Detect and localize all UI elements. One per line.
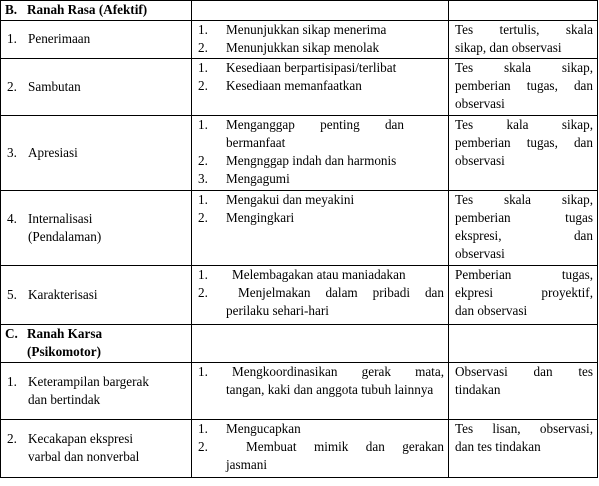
indicator-item: 3. Mengagumi [198, 171, 290, 186]
aspect-name-line2: dan bertindak [28, 391, 101, 407]
assessment-line: Observasi dan tes [455, 364, 593, 379]
indicator-item: 1. Menganggap penting dan bermanfaat [198, 117, 404, 150]
indicator-item: 2. Mengnggap indah dan harmonis [198, 153, 397, 168]
assessment-line: ekpresi proyektif, [455, 285, 593, 300]
assessment-cell [449, 363, 598, 420]
indicator-cell [192, 191, 449, 266]
aspect-number: 3. [7, 144, 17, 160]
table-row [1, 420, 598, 478]
assessment-cell [449, 116, 598, 191]
table-row [1, 191, 598, 266]
indicator-item: 1. Menunjukkan sikap menerima [198, 22, 387, 37]
aspect-number: 2. [7, 78, 17, 94]
aspect-cell [1, 21, 192, 59]
indicator-item: 2. Menunjukkan sikap menolak [198, 40, 380, 55]
table-row [1, 266, 598, 325]
aspect-name: Sambutan [28, 78, 81, 94]
assessment-cell [449, 420, 598, 478]
indicator-cell [192, 21, 449, 59]
aspect-number: 2. [7, 431, 17, 446]
section-b-header-row [1, 1, 598, 21]
section-c-empty-cell [192, 325, 449, 363]
indicator-item: 1. Mengucapkan [198, 421, 301, 436]
indicator-item: 1. Mengakui dan meyakini [198, 192, 355, 207]
assessment-line: ekspresi, dan [455, 228, 593, 243]
aspect-name: Karakterisasi [28, 286, 98, 302]
aspect-name: Penerimaan [28, 31, 91, 46]
aspect-name-line2: varbal dan nonverbal [28, 449, 140, 464]
assessment-line: pemberian tugas, dan [455, 135, 593, 150]
table-row [1, 363, 598, 420]
assessment-line: sikap, dan observasi [455, 40, 562, 55]
assessment-line: observasi [455, 153, 505, 168]
assessment-line: observasi [455, 246, 505, 261]
indicator-cell [192, 420, 449, 478]
assessment-line: Tes skala sikap, [455, 60, 593, 75]
assessment-line: observasi [455, 96, 505, 111]
section-c-subtitle: (Psikomotor) [27, 344, 101, 359]
aspect-cell [1, 420, 192, 478]
indicator-item: 1. Mengkoordinasikan gerak mata, tangan, kaki dan anggota tubuh lainnya [198, 364, 444, 397]
section-c-letter: C. [5, 326, 18, 341]
indicator-item: 2. Mengingkari [198, 210, 295, 225]
section-b-letter: B. [5, 2, 18, 17]
assessment-cell [449, 21, 598, 59]
aspect-number: 1. [7, 31, 17, 46]
assessment-cell [449, 59, 598, 116]
assessment-line: Tes tertulis, skala [455, 22, 593, 37]
assessment-line: Tes lisan, observasi, [455, 421, 593, 436]
aspect-cell [1, 191, 192, 266]
aspect-cell [1, 116, 192, 191]
aspect-name: Kecakapan ekspresi [28, 431, 134, 446]
section-b-empty-cell [449, 1, 598, 21]
indicator-item: 2. Membuat mimik dan gerakan jasmani [198, 439, 444, 472]
section-b-title [1, 1, 192, 21]
indicator-cell [192, 59, 449, 116]
table-row [1, 59, 598, 116]
assessment-line: tindakan [455, 382, 501, 397]
section-c-title-text: Ranah Karsa [27, 326, 103, 341]
section-c-header-row [1, 325, 598, 363]
assessment-cell [449, 266, 598, 325]
assessment-line: dan observasi [455, 303, 528, 318]
section-b-title-text: Ranah Rasa (Afektif) [27, 2, 148, 17]
assessment-line: Tes kala sikap, [455, 117, 593, 132]
aspect-name: Apresiasi [28, 144, 78, 160]
assessment-line: pemberian tugas, dan [455, 78, 593, 93]
indicator-item: 1. Melembagakan atau maniadakan [198, 267, 406, 282]
indicator-cell [192, 363, 449, 420]
assessment-line: Pemberian tugas, [455, 267, 593, 282]
table-row [1, 21, 598, 59]
aspect-number: 1. [7, 373, 17, 389]
indicator-cell [192, 266, 449, 325]
aspect-number: 4. [7, 210, 17, 226]
indicator-item: 2. Menjelmakan dalam pribadi dan perilaku sehari-hari [198, 285, 444, 318]
indicator-cell [192, 116, 449, 191]
aspect-cell [1, 266, 192, 325]
indicator-item: 2. Kesediaan memanfaatkan [198, 78, 362, 93]
assessment-line: dan tes tindakan [455, 439, 541, 454]
section-c-empty-cell [449, 325, 598, 363]
section-b-empty-cell [192, 1, 449, 21]
assessment-line: Tes skala sikap, [455, 192, 593, 207]
aspect-name: Keterampilan bargerak [28, 373, 149, 389]
aspect-cell [1, 363, 192, 420]
assessment-cell [449, 191, 598, 266]
section-c-title [1, 325, 192, 363]
aspect-name: Internalisasi [28, 210, 93, 226]
aspect-cell [1, 59, 192, 116]
aspect-name-line2: (Pendalaman) [28, 228, 102, 244]
indicator-item: 1. Kesediaan berpartisipasi/terlibat [198, 60, 397, 75]
aspect-number: 5. [7, 286, 17, 302]
assessment-line: pemberian tugas [455, 210, 593, 225]
table-row [1, 116, 598, 191]
